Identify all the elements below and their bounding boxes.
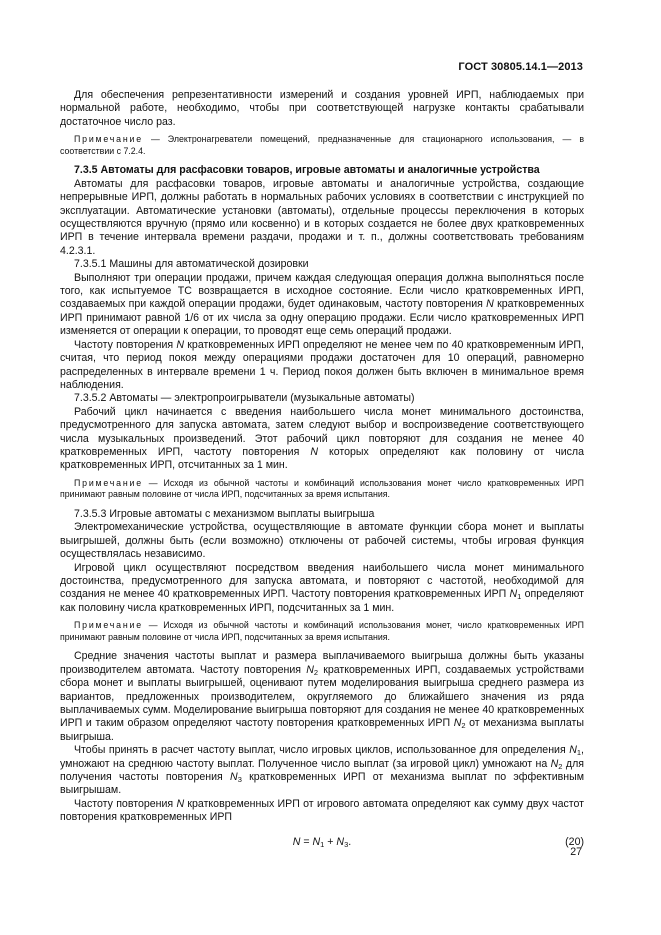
paragraph-game-cycle — [60, 562, 584, 616]
section-heading-7-3-5-2: 7.3.5.2 Автоматы — электропроигрыватели (музыкальные автоматы) — [74, 392, 415, 405]
text-run: Игровой цикл осуществляют посредством введения наибольшего числа монет минимального достоинства, предусмотренного для запуска автомата, и повторяют с частотой, необходимой для создания не менее 40 кратковременных ИРП. Частоту повторения кратковременных ИРП — [60, 561, 584, 601]
section-heading-7-3-5-3: 7.3.5.3 Игровые автоматы с механизмом выплаты выигрыша — [74, 507, 375, 520]
paragraph-payout-values — [60, 650, 584, 744]
text-run: кратковременных ИРП определяют не менее чем по 40 кратковременным ИРП, считая, что период покоя между операциями продажи достаточен для 10 операций, равномерно распределенных в интервале времени 1 ч. Период покоя должен быть включен в минимальное время наблюдения. — [60, 338, 584, 391]
text-run: кратковременных ИРП, создаваемых устройствами сбора монет и выплаты выигрышей, оценивают путем моделирования выигрыша среднего размера из вариантов, предложенных производителем, округляемого до ближайшего значения из ряда выплачиваемых сумм. Моделирование выигрыша повторяют для создания не менее 40 кратковременных ИРП и таким образом определяют частоту повторения кратковременных ИРП — [60, 663, 585, 730]
note-label: Примечание — [74, 620, 143, 631]
formula-plus: + — [324, 835, 337, 848]
formula-subscript: 3 — [344, 839, 349, 849]
text-run: , умножают на среднюю частоту выплат. Полученное число выплат (за игровой цикл) умножают на — [60, 744, 584, 770]
math-subscript: 1 — [517, 592, 522, 602]
section-heading-7-3-5-1: 7.3.5.1 Машины для автоматической дозировки — [74, 258, 309, 271]
text-run: которых определяют как половину от числа кратковременных ИРП, отсчитанных за 1 мин. — [60, 445, 585, 472]
note-text: — Исходя из обычной частоты и комбинаций использования монет, число кратковременных ИРП принимают равным половине от числа ИРП, подсчитанных за время испытания. — [60, 620, 584, 642]
text-run: Средние значения частоты выплат и размера выплачиваемого выигрыша должны быть указаны производителем автомата. Частоту повторения — [60, 650, 584, 676]
page-header-standard-code: ГОСТ 30805.14.1—2013 — [458, 61, 583, 73]
text-run: определяют как половину числа кратковременных ИРП, подсчитанных за 1 мин. — [60, 588, 584, 614]
note-label: Примечание — [74, 477, 143, 488]
note-game-cycle — [60, 620, 584, 643]
math-subscript: 2 — [461, 721, 466, 731]
math-variable: N — [453, 717, 462, 730]
paragraph-sales-operations — [60, 272, 584, 339]
text-run: Чтобы принять в расчет частоту выплат, число игровых циклов, использованное для определения — [74, 744, 570, 757]
math-variable: N — [310, 445, 318, 458]
text-run: для получения частоты повторения — [60, 757, 584, 784]
math-variable: N — [306, 663, 314, 676]
formula-term: N — [336, 835, 345, 848]
math-variable: N — [176, 338, 185, 351]
text-run: Частоту повторения — [74, 797, 177, 810]
formula-period: . — [348, 835, 352, 848]
math-subscript: 3 — [237, 775, 242, 785]
formula-number: (20) — [565, 835, 584, 848]
formula-lhs: N — [292, 835, 301, 848]
math-subscript: 2 — [313, 667, 319, 677]
paragraph-payout-frequency — [60, 744, 584, 798]
math-variable: N — [550, 757, 559, 770]
math-variable: N — [230, 771, 238, 784]
formula-term: N — [312, 835, 321, 848]
paragraph-jukebox-cycle — [60, 406, 584, 473]
page-number: 27 — [570, 846, 582, 858]
paragraph-total-frequency — [60, 798, 584, 825]
paragraph-electromechanical: Электромеханические устройства, осуществляющие в автомате функции сбора монет и выплаты выигрышей, должны быть (если возможно) отключены от рабочей системы, чтобы игровая функция осуществлялась независимо. — [60, 521, 584, 561]
text-run: кратковременных ИРП от игрового автомата определяют как сумму двух частот повторения кратковременных ИРП — [60, 797, 584, 824]
paragraph-contacts: Для обеспечения репрезентативности измерений и создания уровней ИРП, наблюдаемых при нормальной работе, необходимо, чтобы при соответствующей нагрузке контакты срабатывали достаточное число раз. — [60, 89, 584, 128]
math-variable: N — [486, 298, 494, 311]
text-run: кратковременных ИРП от механизма выплат по эффективным выигрышам. — [60, 771, 584, 797]
note-heaters — [60, 134, 584, 157]
math-variable: N — [509, 588, 518, 601]
paragraph-repetition-rate — [60, 339, 584, 393]
paragraph-vending-requirements: Автоматы для расфасовки товаров, игровые автоматы и аналогичные устройства, создающие непрерывные ИРП, должны работать в нормальных рабочих условиях в соответствии с инструкцией по эксплуатации. Автоматические установки (автоматы), отдельные процессы переключения в которых осуществляются вручную (прямо или косвенно) и в которых создается не более двух кратковременных ИРП в течение интервала времени раздачи, продажи и т. п., должны соответствовать требованиям 4.2.3.1. — [60, 177, 584, 257]
page-content — [60, 89, 584, 850]
text-run: кратковременных ИРП принимают равной 1/6 от их числа за одну операцию продажи. Если число кратковременных ИРП изменяется от операции к операции, то проводят еще семь операций продажи. — [60, 298, 585, 338]
section-heading-7-3-5: 7.3.5 Автоматы для расфасовки товаров, игровые автоматы и аналогичные устройства — [74, 164, 540, 177]
note-text: — Исходя из обычной частоты и комбинаций использования монет число кратковременных ИРП принимают равным половине от числа ИРП, подсчитанных за время испытания. — [60, 477, 584, 500]
formula-20 — [60, 836, 584, 850]
text-run: от механизма выплаты выигрыша. — [60, 717, 584, 743]
math-variable: N — [569, 744, 577, 757]
text-run: Частоту повторения — [74, 338, 177, 351]
formula-subscript: 1 — [320, 839, 325, 849]
text-run: Выполняют три операции продажи, причем каждая следующая операция должна выполняться после того, как испытуемое ТС возвращается в исходное состояние. Если число кратковременных ИРП, создаваемых при каждой операции продажи, будет одинаковым, частоту повторения — [60, 271, 584, 311]
formula-equals: = — [300, 835, 313, 848]
math-variable: N — [176, 797, 185, 810]
note-jukebox — [60, 478, 584, 501]
math-subscript: 2 — [558, 761, 563, 771]
note-text: — Электронагреватели помещений, предназначенные для стационарного использования, — в соответствии с 7.2.4. — [60, 134, 584, 156]
math-subscript: 1 — [576, 748, 582, 758]
text-run: Рабочий цикл начинается с введения наибольшего числа монет минимального достоинства, предусмотренного для запуска автомата, затем следуют выбор и воспроизведение соответствующего числа музыкальных произведений. Этот рабочий цикл повторяют для создания не менее 40 кратковременных ИРП, частоту повторения — [60, 405, 584, 458]
note-label: Примечание — [74, 134, 143, 145]
